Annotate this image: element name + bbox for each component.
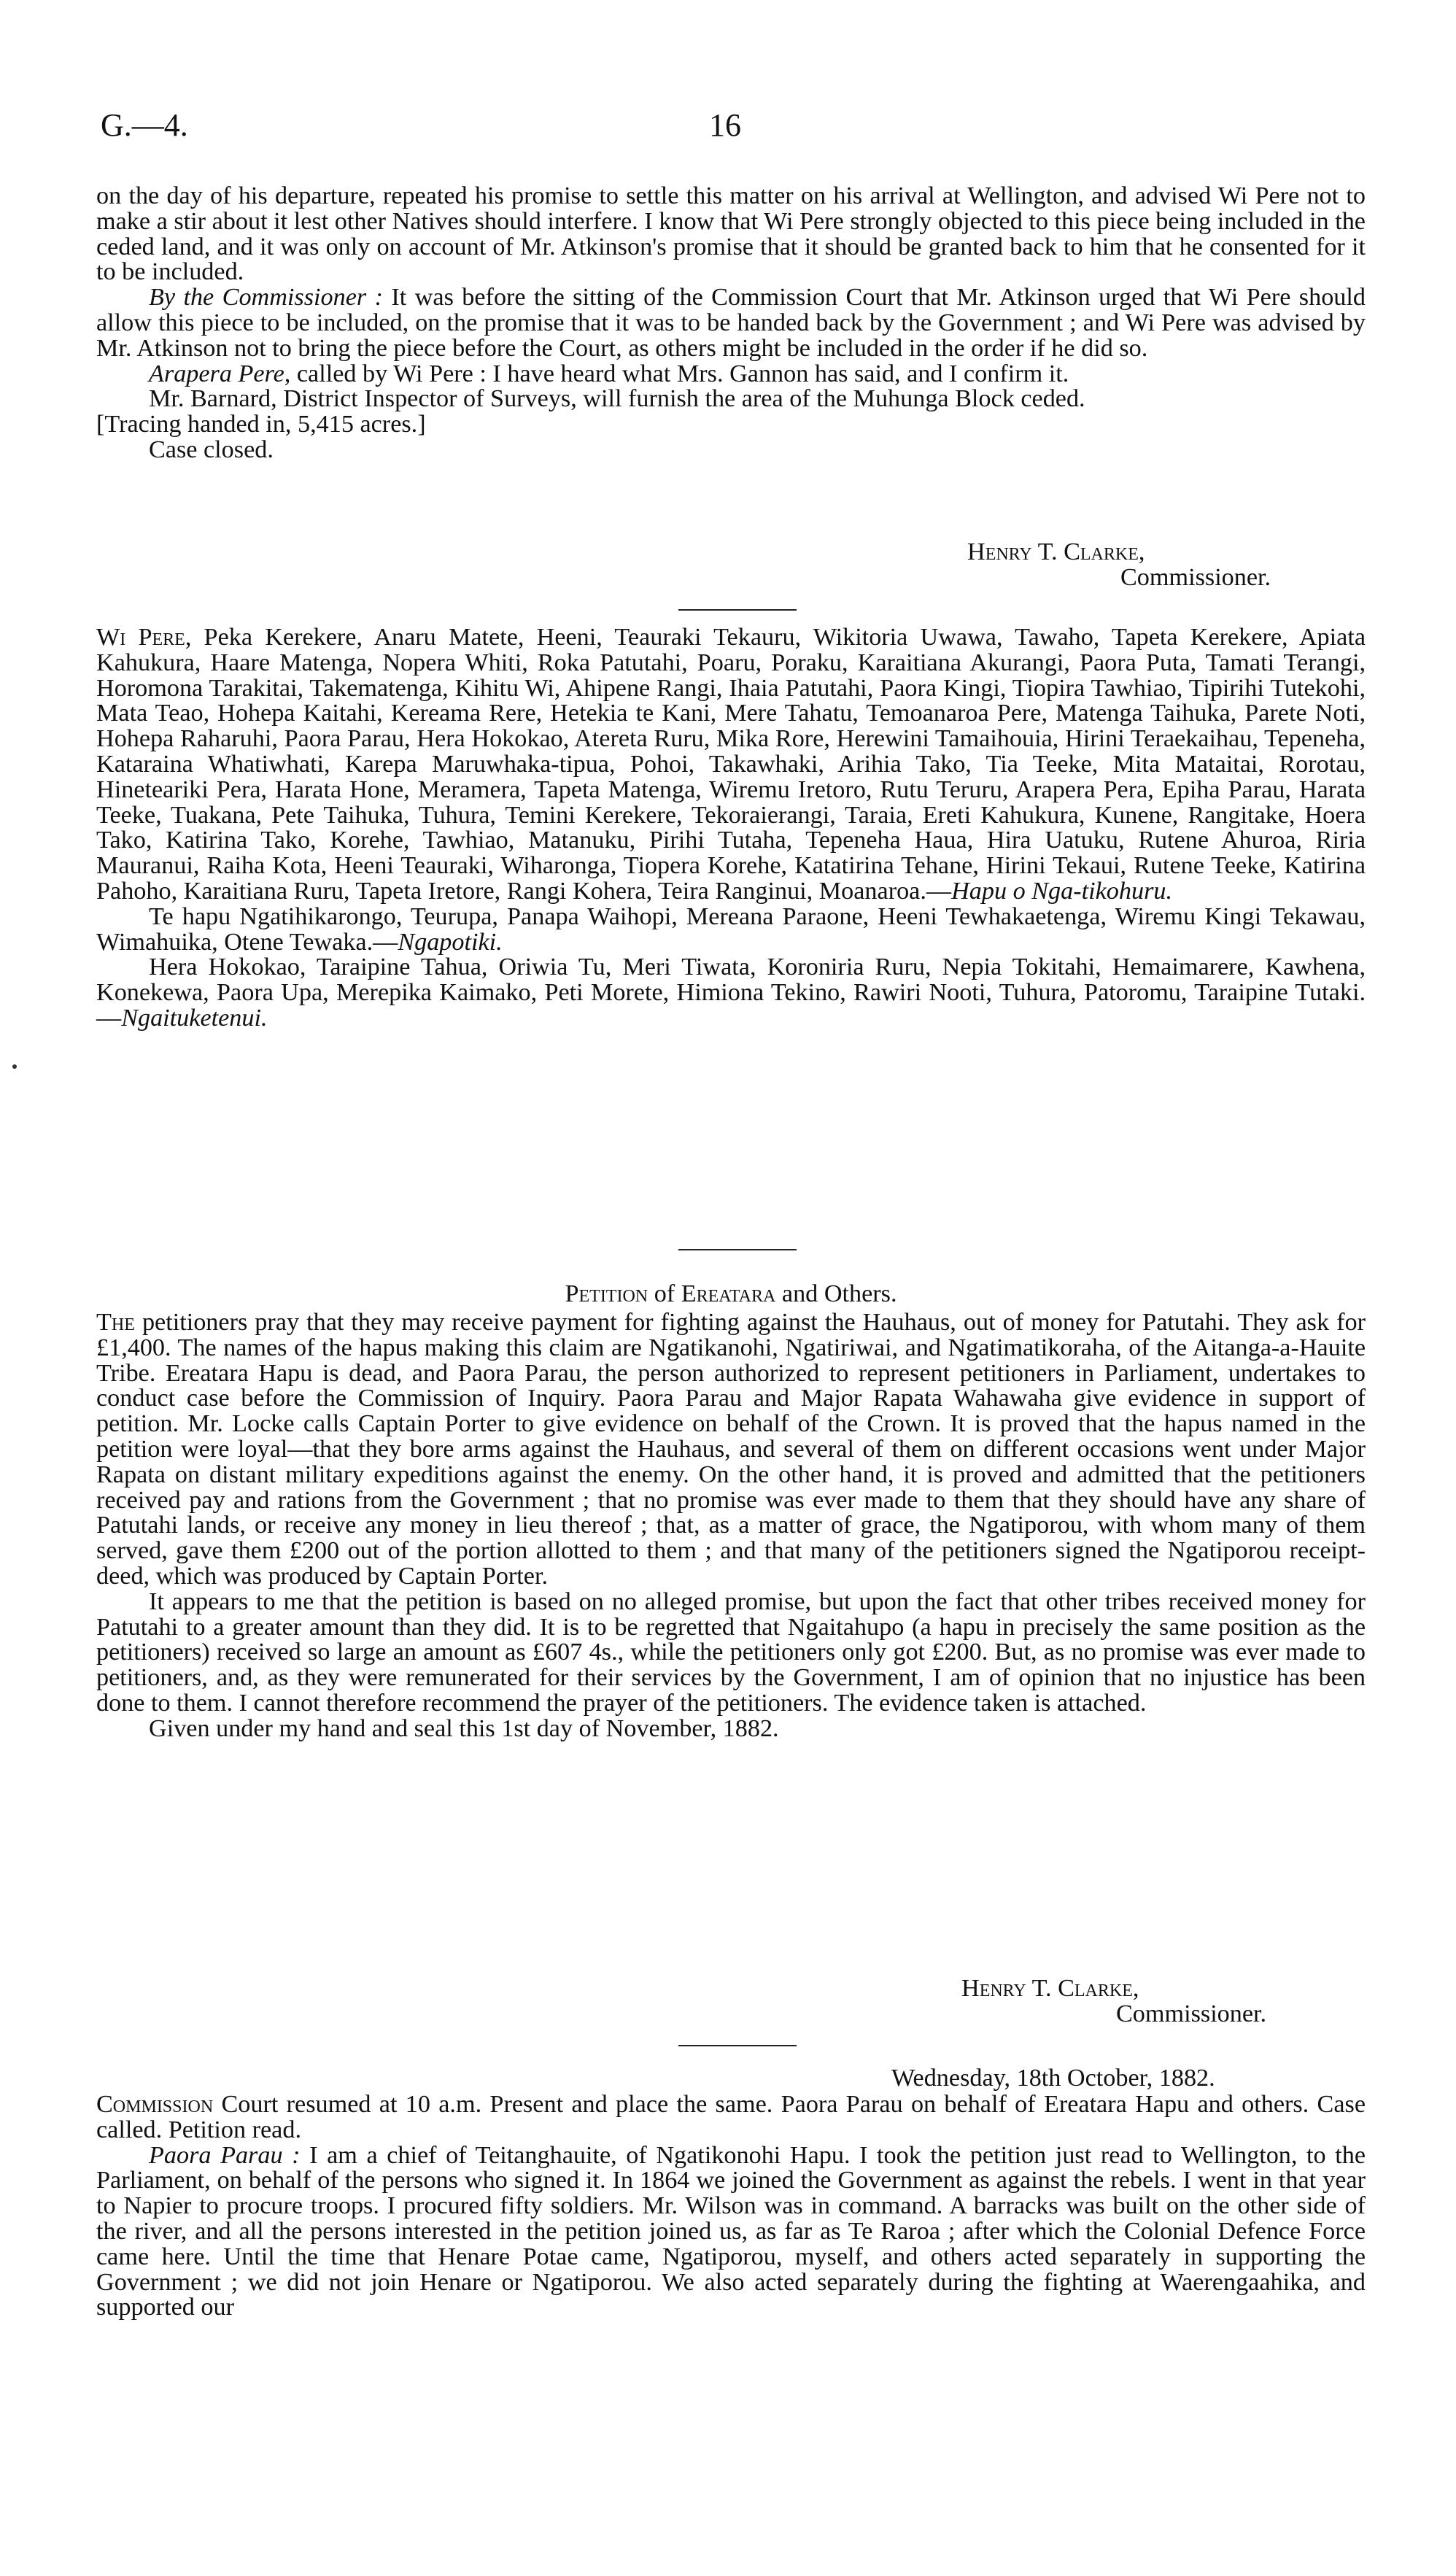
paragraph: on the day of his departure, repeated his promise to settle this matter on his arrival at Wellington, and advised Wi Pere not to make a stir about it lest other Natives should interfere. I know that Wi Pere strongly objected to this piece being included in the ceded land, and it was only on account of Mr. Atkinson's promise that it should be granted back to him that he consented for it to be included. (96, 182, 1366, 286)
section-divider (678, 609, 797, 611)
paragraph: By the Commissioner : It was before the sitting of the Commission Court that Mr. Atkinson urged that Wi Pere should allow this piece to be included, on the promise that it was to be handed back by the Government ; and Wi Pere was advised by Mr. Atkinson not to bring the piece before the Court, as others might be included in the order if he did so. (96, 284, 1366, 362)
paragraph: Arapera Pere, called by Wi Pere : I have heard what Mrs. Gannon has said, and I confirm it. (149, 360, 1069, 387)
names-lead: Wi Pere (96, 624, 185, 651)
signature-name: Henry T. Clarke, (967, 538, 1145, 565)
previous-evidence-section (96, 184, 1366, 463)
speaker-label: By the Commissioner : (149, 284, 383, 312)
hapu-name: Ngaituketenui. (121, 1004, 268, 1032)
paragraph: Commission Court resumed at 10 a.m. Present and place the same. Paora Parau on behalf of Ereatara Hapu and others. Case called. Petition read. (96, 2091, 1366, 2143)
page-reference: G.—4. (101, 107, 188, 143)
paragraph: [Tracing handed in, 5,415 acres.] (96, 411, 426, 438)
paragraph-lead: Commission (96, 2091, 214, 2118)
paragraph: The petitioners pray that they may receive payment for fighting against the Hauhaus, out of money for Patutahi. They ask for £1,400. The names of the hapus making this claim are Ngatikanohi, Ngatiriwai, and Ngatimatikoraha, of the Aitanga-a-Hauite Tribe. Ereatara Hapu is dead, and Paora Parau, the person authorized to represent petitioners in Parliament, undertakes to conduct case before the Commission of Inquiry. Paora Parau and Major Rapata Wahawaha give evidence in support of petition. Mr. Locke calls Captain Porter to give evidence on behalf of the Crown. It is proved that the hapus named in the petition were loyal—that they bore arms against the Hauhaus, and several of them on different occasions went under Major Rapata on distant military expeditions against the enemy. On the other hand, it is proved and admitted that the petitioners received pay and rations from the Government ; that no promise was ever made to them that they should have any share of Patutahi lands, or receive any money in lieu thereof ; that, as a matter of grace, the Ngatiporou, with whom many of them served, gave them £200 out of the portion allotted to them ; and that many of the petitioners signed the Ngatiporou receipt-deed, which was produced by Captain Porter. (96, 1309, 1366, 1590)
names-list-section (96, 625, 1366, 1032)
hapu-name: Hapu o Nga-tikohuru. (951, 877, 1173, 905)
section-divider (678, 1249, 797, 1250)
signature-name: Henry T. Clarke, (961, 1975, 1139, 2002)
names-paragraph: Te hapu Ngatihikarongo, Teurupa, Panapa Waihopi, Mereana Paraone, Heeni Tewhakaetenga, Wiremu Kingi Tekawau, Wimahuika, Otene Tewaka.—Ngapotiki. (96, 902, 1366, 956)
paragraph: It appears to me that the petition is based on no alleged promise, but upon the fact that other tribes received money for Patutahi to a greater amount than they did. It is to be regretted that Ngaitahupo (a hapu in precisely the same position as the petitioners) received so large an amount as £607 4s., while the petitioners only got £200. But, as no promise was ever made to petitioners, and, as they were remunerated for their services by the Government, I am of opinion that no injustice has been done to them. I cannot therefore recommend the prayer of the petitioners. The evidence taken is attached. (96, 1587, 1366, 1717)
stray-mark (12, 1064, 17, 1069)
page-number: 16 (709, 107, 741, 143)
names-paragraph: Wi Pere, Peka Kerekere, Anaru Matete, Heeni, Teauraki Tekauru, Wikitoria Uwawa, Tawaho, Tapeta Kerekere, Apiata Kahukura, Haare Matenga, Nopera Whiti, Roka Patutahi, Poaru, Poraku, Karaitiana Akurangi, Paora Puta, Tamati Terangi, Horomona Tarakitai, Takematenga, Kihitu Wi, Ahipene Rangi, Ihaia Patutahi, Paora Kingi, Tiopira Tawhiao, Tipirihi Tutekohi, Mata Teao, Hohepa Kaitahi, Kereama Rere, Hetekia te Kani, Mere Tahatu, Temoanaroa Pere, Matenga Taihuka, Parete Noti, Hohepa Raharuhi, Paora Parau, Hera Hokokao, Atereta Ruru, Mika Rore, Herewini Tamaihouia, Hirini Teraekaihau, Tepeneha, Kataraina Whatiwhati, Karepa Maruwhaka-tipua, Pohoi, Takawhaki, Arihia Tako, Tia Teeke, Mita Mataitai, Rorotau, Hineteariki Pera, Harata Hone, Meramera, Tapeta Matenga, Wiremu Iretoro, Rutu Teruru, Arapera Pera, Epiha Parau, Harata Teeke, Tuakana, Pete Taihuka, Tuhura, Temini Kerekere, Tekoraierangi, Taraia, Ereti Kahukura, Kunene, Rangitake, Hoera Tako, Katirina Tako, Korehe, Tawhiao, Matanuku, Pirihi Tutaha, Tepeneha Haua, Hira Uatuku, Rutene Ahuroa, Riria Mauranui, Raiha Kota, Heeni Teauraki, Wiharonga, Tiopera Korehe, Katatirina Tehane, Hirini Tekaui, Rutene Teeke, Katirina Pahoho, Karaitiana Ruru, Tapeta Iretore, Rangi Kohera, Teira Ranginui, Moanaroa.—Hapu o Nga-tikohuru. (96, 624, 1366, 905)
speaker-label: Arapera Pere, (149, 360, 291, 387)
paragraph-lead: The (96, 1309, 135, 1336)
names-paragraph: Hera Hokokao, Taraipine Tahua, Oriwia Tu, Meri Tiwata, Koroniria Ruru, Nepia Tokitahi, Hemaimarere, Kawhena, Konekewa, Paora Upa, Merepika Kaimako, Peti Morete, Himiona Tekino, Rawiri Nooti, Tuhura, Patoromu, Taraipine Tutaki.—Ngaituketenui. (96, 954, 1366, 1032)
court-section (96, 2092, 1366, 2321)
signature-title: Commissioner. (1120, 564, 1271, 591)
paragraph: Given under my hand and seal this 1st day of November, 1882. (149, 1714, 779, 1742)
petition-section (96, 1310, 1366, 1742)
hapu-name: Ngapotiki. (398, 928, 503, 956)
court-date: Wednesday, 18th October, 1882. (891, 2065, 1215, 2092)
section-divider (678, 2045, 797, 2046)
case-closed-note: Case closed. (149, 436, 274, 463)
paragraph: Mr. Barnard, District Inspector of Surveys, will furnish the area of the Muhunga Block ceded. (149, 385, 1085, 413)
speaker-label: Paora Parau : (149, 2141, 301, 2169)
paragraph: Paora Parau : I am a chief of Teitanghauite, of Ngatikonohi Hapu. I took the petition just read to Wellington, to the Parliament, on behalf of the persons who signed it. In 1864 we joined the Government as against the rebels. I went in that year to Napier to procure troops. I procured fifty soldiers. Mr. Wilson was in command. A barracks was built on the other side of the river, and all the persons interested in the petition joined us, as far as Te Raroa ; after which the Colonial Defence Force came here. Until the time that Henare Potae came, Ngatiporou, myself, and others acted separately in supporting the Government ; we did not join Henare or Ngatiporou. We also acted separately during the fighting at Waerengaahika, and supported our (96, 2141, 1366, 2321)
petition-heading: Petition of Ereatara and Others. (565, 1280, 897, 1307)
signature-title: Commissioner. (1116, 2000, 1267, 2027)
